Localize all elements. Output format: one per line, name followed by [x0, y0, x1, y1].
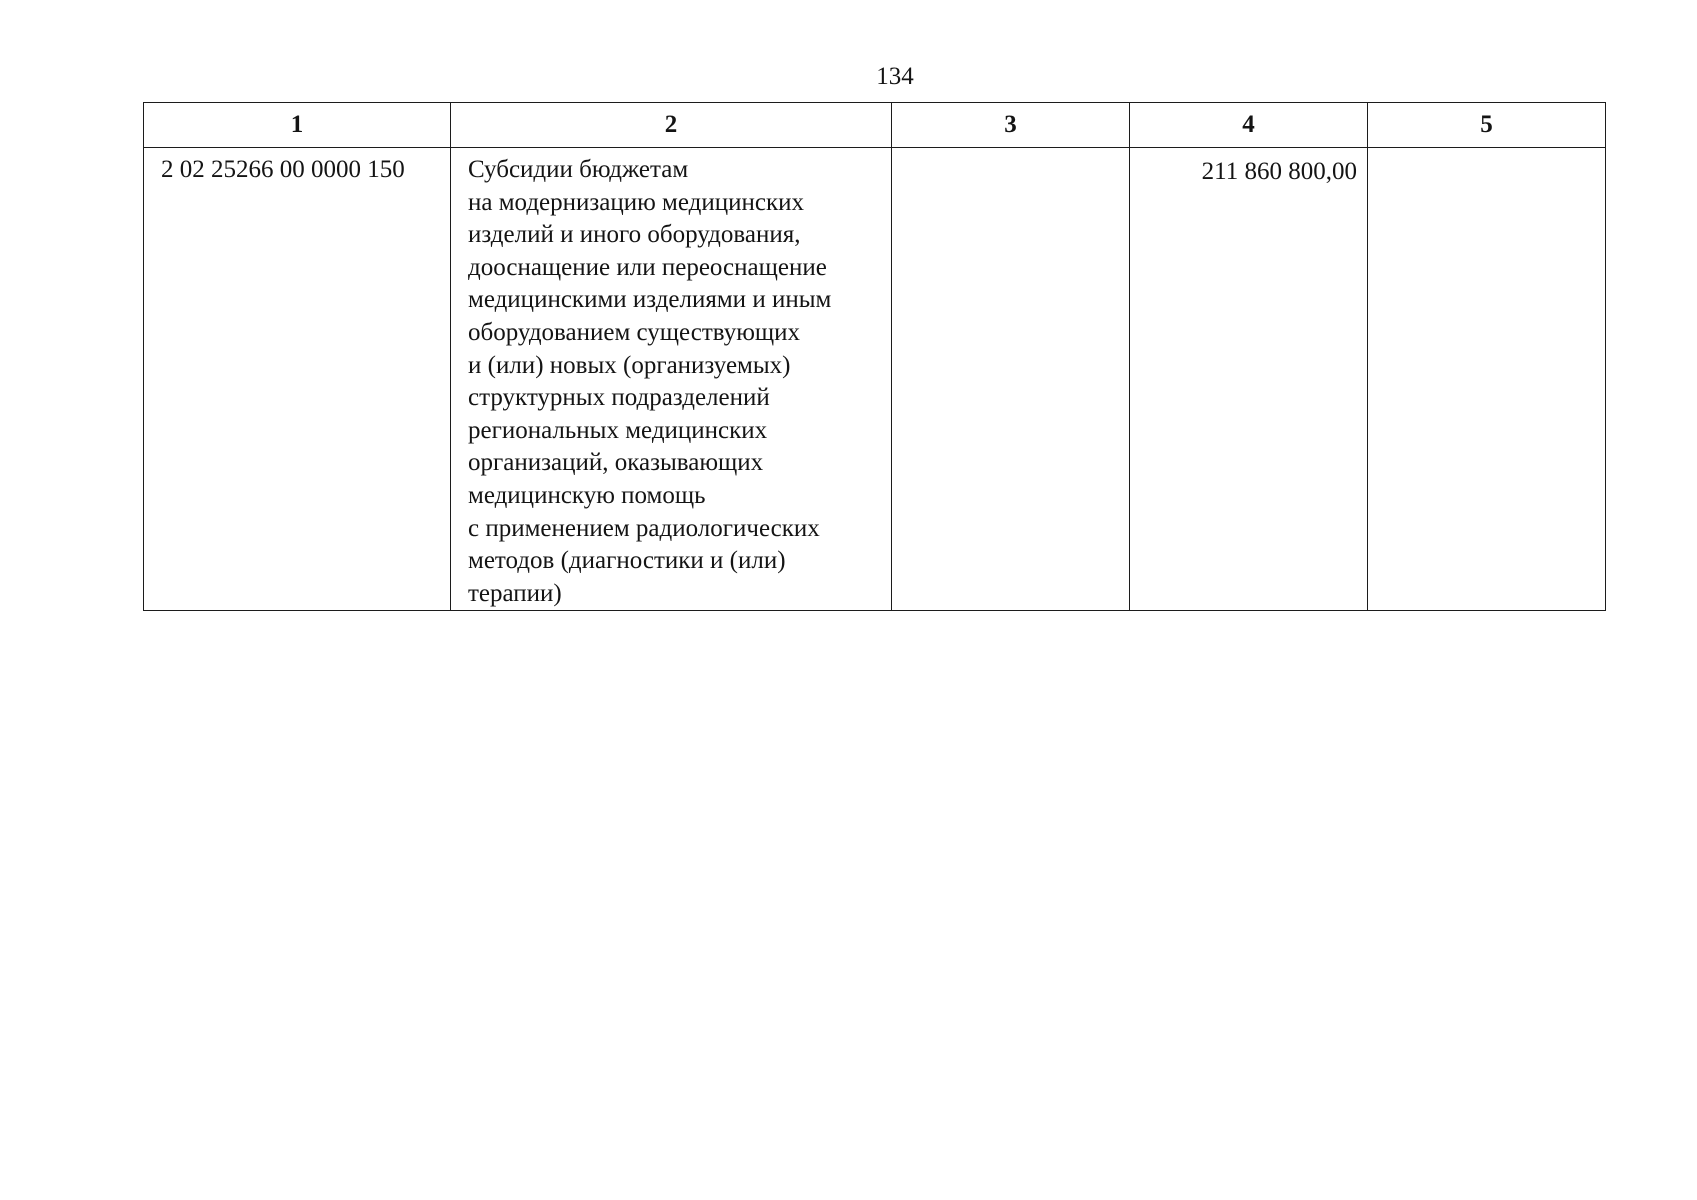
amount-cell: 211 860 800,00	[1130, 148, 1368, 611]
header-row	[144, 103, 1606, 148]
description-line: терапии)	[468, 579, 562, 607]
header-col-3: 3	[892, 103, 1130, 148]
description-line: структурных подразделений	[468, 384, 770, 412]
header-col-2: 2	[451, 103, 892, 148]
income-description	[451, 148, 892, 611]
description-line: на модернизацию медицинских	[468, 188, 804, 216]
budget-table	[143, 102, 1606, 611]
col-3-cell	[892, 148, 1130, 611]
header-col-4: 4	[1130, 103, 1368, 148]
description-line: оборудованием существующих	[468, 318, 801, 346]
description-line: и (или) новых (организуемых)	[468, 351, 791, 379]
table-row	[144, 148, 1606, 611]
description-line: дооснащение или переоснащение	[468, 253, 827, 281]
header-col-5: 5	[1368, 103, 1606, 148]
description-line: изделий и иного оборудования,	[468, 221, 801, 249]
header-col-1: 1	[144, 103, 451, 148]
description-line: региональных медицинских	[468, 416, 768, 444]
description-line: Субсидии бюджетам	[468, 156, 689, 183]
description-line: медицинскими изделиями и иным	[468, 286, 832, 314]
description-line: медицинскую помощь	[468, 481, 706, 509]
description-line: организаций, оказывающих	[468, 449, 764, 477]
description-line: методов (диагностики и (или)	[468, 547, 786, 575]
description-line: с применением радиологических	[468, 514, 820, 542]
col-5-cell	[1368, 148, 1606, 611]
classification-code: 2 02 25266 00 0000 150	[144, 148, 451, 611]
page-number: 134	[876, 63, 914, 90]
